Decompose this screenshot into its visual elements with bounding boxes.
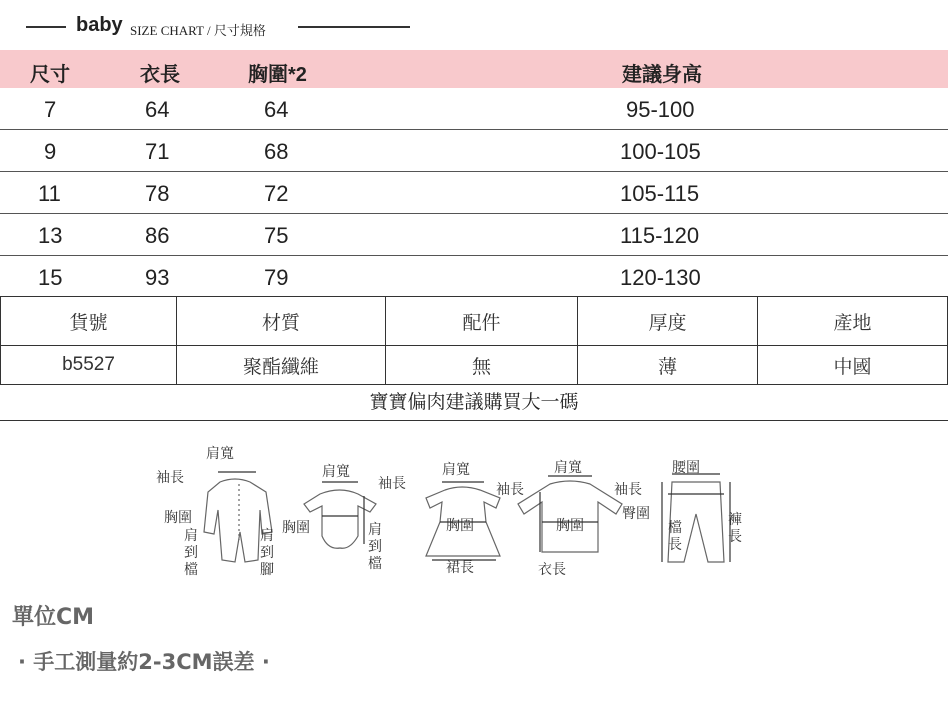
- cell-length: 64: [145, 97, 170, 122]
- measurement-diagrams: [150, 447, 760, 592]
- cell-height: 100-105: [620, 139, 701, 164]
- cell-height: 115-120: [620, 223, 700, 248]
- top-sketch: [518, 481, 622, 552]
- cell-size: 11: [38, 181, 61, 206]
- cell-chest: 79: [264, 265, 289, 290]
- label-shoulder-4: 肩寬: [554, 461, 582, 476]
- error-note: · 手工測量約2-3CM誤差 ·: [18, 650, 270, 674]
- label-shoulder-1: 肩寬: [206, 447, 234, 462]
- info-accessory: 無: [386, 346, 578, 385]
- info-thickness: 薄: [578, 346, 758, 385]
- cell-chest: 72: [264, 181, 289, 206]
- unit-label: 單位CM: [12, 605, 95, 630]
- cell-chest: 64: [264, 97, 289, 122]
- table-row: [0, 88, 948, 129]
- label-chest-3: 胸圍: [446, 519, 474, 534]
- label-shoulder-2: 肩寬: [322, 465, 350, 480]
- label-sleeve-1: 袖長: [156, 471, 184, 486]
- label-sleeve-3: 袖長: [496, 483, 524, 498]
- cell-size: 13: [38, 223, 63, 248]
- label-hip: 臀圍: [622, 507, 650, 522]
- chart-header: [12, 14, 412, 38]
- info-header-row: [1, 297, 948, 346]
- table-row: [0, 172, 948, 213]
- cell-height: 105-115: [620, 181, 700, 206]
- label-shoulder-foot: 肩到腳: [260, 529, 274, 578]
- chart-subtitle: SIZE CHART / 尺寸規格: [130, 23, 266, 38]
- label-skirt: 裙長: [446, 561, 474, 576]
- cell-height: 95-100: [626, 97, 695, 122]
- cell-chest: 75: [264, 223, 289, 248]
- info-material: 聚酯纖維: [177, 346, 386, 385]
- cell-size: 15: [38, 265, 63, 290]
- info-header-thickness: 厚度: [578, 297, 758, 346]
- info-value-row: [1, 346, 948, 385]
- cell-chest: 68: [264, 139, 289, 164]
- label-length: 衣長: [538, 563, 566, 578]
- cell-size: 9: [44, 139, 57, 164]
- col-chest: 胸圍*2: [248, 64, 307, 86]
- col-length: 衣長: [140, 64, 180, 86]
- cell-length: 71: [145, 139, 170, 164]
- col-height: 建議身高: [622, 64, 702, 86]
- label-shoulder-crotch-2: 肩到檔: [368, 523, 382, 572]
- label-shoulder-3: 肩寬: [442, 463, 470, 478]
- label-waist: 腰圍: [672, 461, 700, 476]
- label-chest-1: 胸圍: [164, 511, 192, 526]
- label-crotch: 檔長: [668, 521, 682, 553]
- info-origin: 中國: [758, 346, 948, 385]
- table-row: [0, 214, 948, 255]
- label-chest-4: 胸圍: [556, 519, 584, 534]
- cell-length: 93: [145, 265, 170, 290]
- info-header-accessory: 配件: [386, 297, 578, 346]
- header-rule-left: [26, 26, 66, 28]
- table-row: [0, 130, 948, 171]
- cell-height: 120-130: [620, 265, 701, 290]
- info-header-material: 材質: [177, 297, 386, 346]
- brand-title: baby: [76, 14, 123, 36]
- size-table-header: [0, 50, 948, 88]
- bodysuit-sketch: [304, 490, 376, 548]
- cell-length: 78: [145, 181, 170, 206]
- size-advice-note: 寶寶偏肉建議購買大一碼: [0, 384, 948, 421]
- label-sleeve-2: 袖長: [378, 477, 406, 492]
- label-chest-2: 胸圍: [282, 521, 310, 536]
- cell-length: 86: [145, 223, 170, 248]
- cell-size: 7: [44, 97, 57, 122]
- info-header-origin: 產地: [758, 297, 948, 346]
- table-row: [0, 256, 948, 297]
- info-header-item-no: 貨號: [1, 297, 177, 346]
- header-rule-right: [298, 26, 410, 28]
- product-info-table: [0, 296, 948, 385]
- col-size: 尺寸: [30, 64, 70, 86]
- label-sleeve-4: 袖長: [614, 483, 642, 498]
- info-item-no: b5527: [1, 346, 177, 385]
- label-pants: 褲長: [728, 513, 742, 545]
- label-shoulder-crotch: 肩到檔: [184, 529, 198, 578]
